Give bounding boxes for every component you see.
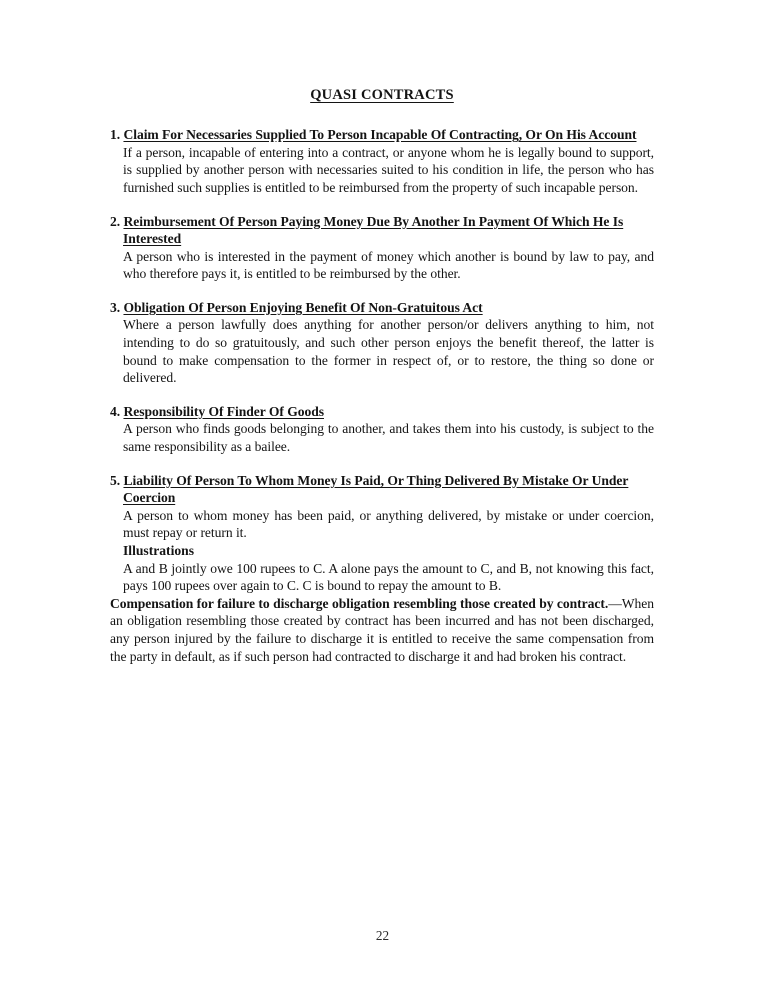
closing-paragraph [110, 595, 654, 665]
illustrations-label: Illustrations [123, 543, 195, 558]
section-2-number: 2. [110, 213, 121, 229]
closing-lead-in: Compensation for failure to discharge obligation resembling those created by contract. [110, 595, 609, 611]
section-4-heading [110, 403, 654, 421]
section-3-heading-text: Obligation Of Person Enjoying Benefit Of Non-Gratuitous Act [123, 299, 483, 315]
section-2-body: A person who is interested in the payment of money which another is bound by law to pay, and who therefore pays it, is entitled to be reimbursed by the other. [123, 248, 654, 282]
closing-dash: — [608, 595, 622, 611]
section-3-body: Where a person lawfully does anything for another person/or delivers anything to him, not intending to do so gratuitously, and such other person enjoys the benefit thereof, the latter is bound to make compensation to the former in respect of, or to restore, the thing so done or delivered. [123, 317, 654, 386]
section-4-heading-text: Responsibility Of Finder Of Goods [123, 403, 324, 419]
section-2-heading-text: Reimbursement Of Person Paying Money Due By Another In Payment Of Which He Is Interested [123, 213, 624, 247]
section-1-heading [110, 126, 654, 144]
section-5 [110, 472, 654, 595]
section-2-heading [110, 213, 654, 248]
section-4-body: A person who finds goods belonging to another, and takes them into his custody, is subject to the same responsibility as a bailee. [123, 421, 654, 455]
page-title [110, 86, 654, 104]
section-3-heading [110, 299, 654, 317]
section-5-body: A person to whom money has been paid, or anything delivered, by mistake or under coercion, must repay or return it. [123, 507, 654, 541]
illustrations-body: A and B jointly owe 100 rupees to C. A alone pays the amount to C, and B, not knowing this fact, pays 100 rupees over again to C. C is bound to repay the amount to B. [123, 560, 654, 594]
section-2 [110, 213, 654, 283]
section-4 [110, 403, 654, 456]
document-content [110, 86, 654, 665]
section-3 [110, 299, 654, 387]
page-title-text: QUASI CONTRACTS [310, 87, 454, 103]
section-1 [110, 126, 654, 196]
closing-body: When an obligation resembling those created by contract has been incurred and has not been discharged, any person injured by the failure to discharge it is entitled to receive the same compensation from the party in default, as if such person had contracted to discharge it and had broken his contract. [110, 595, 654, 664]
section-1-number: 1. [110, 127, 121, 143]
section-1-heading-text: Claim For Necessaries Supplied To Person Incapable Of Contracting, Or On His Account [123, 127, 637, 143]
section-4-number: 4. [110, 403, 121, 419]
section-5-heading-text: Liability Of Person To Whom Money Is Paid, Or Thing Delivered By Mistake Or Under Coercion [123, 472, 629, 506]
section-3-number: 3. [110, 299, 121, 315]
page-number: 22 [375, 928, 390, 943]
section-5-heading [110, 472, 654, 507]
section-1-body: If a person, incapable of entering into a contract, or anyone whom he is legally bound to support, is supplied by another person with necessaries suited to his condition in life, the person who has furnished such supplies is entitled to be reimbursed from the property of such incapable person. [123, 144, 654, 195]
section-5-number: 5. [110, 472, 121, 488]
